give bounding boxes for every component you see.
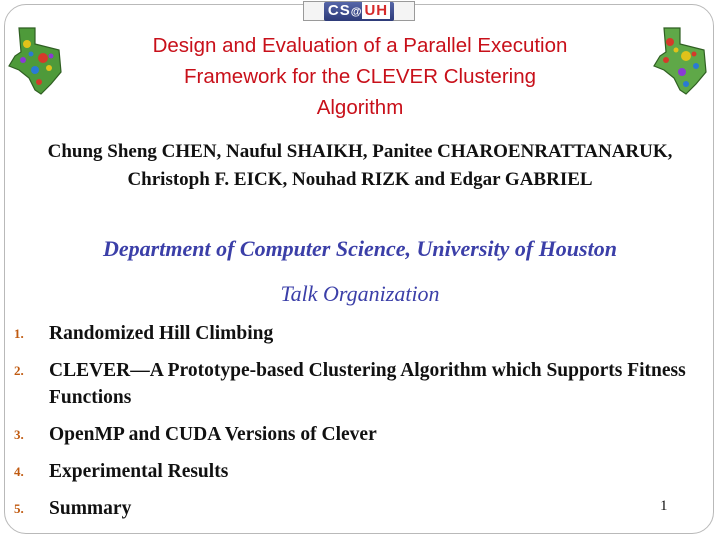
agenda-text: Randomized Hill Climbing xyxy=(49,323,274,344)
agenda-number: 3. xyxy=(14,427,24,442)
agenda-number: 5. xyxy=(14,501,24,516)
agenda-text: Summary xyxy=(49,498,132,519)
agenda-item xyxy=(14,421,704,448)
author-list: Chung Sheng CHEN, Nauful SHAIKH, Panitee CHAROENRATTANARUK, Christoph F. EICK, Nouhad RIZK and Edgar GABRIEL xyxy=(47,141,673,190)
agenda-text: CLEVER—A Prototype-based Clustering Algorithm which Supports Fitness Functions xyxy=(49,360,686,408)
section-heading: Talk Organization xyxy=(280,281,440,306)
agenda-number: 1. xyxy=(14,326,24,341)
slide-title: Design and Evaluation of a Parallel Execution Framework for the CLEVER Clustering Algorithm xyxy=(152,34,568,119)
agenda-item xyxy=(14,458,704,485)
agenda-text: OpenMP and CUDA Versions of Clever xyxy=(49,424,377,445)
agenda-list xyxy=(14,320,704,532)
page-number: 1 xyxy=(660,498,668,514)
department-affiliation: Department of Computer Science, University of Houston xyxy=(103,236,617,261)
agenda-number: 2. xyxy=(14,363,24,378)
texas-cluster-map-icon xyxy=(650,20,716,100)
texas-cluster-map-icon xyxy=(5,20,71,100)
agenda-item xyxy=(14,320,704,347)
agenda-item xyxy=(14,357,704,411)
agenda-item xyxy=(14,495,704,522)
agenda-text: Experimental Results xyxy=(49,461,229,482)
agenda-number: 4. xyxy=(14,464,24,479)
cs-uh-logo: CS@ UH xyxy=(303,1,415,21)
